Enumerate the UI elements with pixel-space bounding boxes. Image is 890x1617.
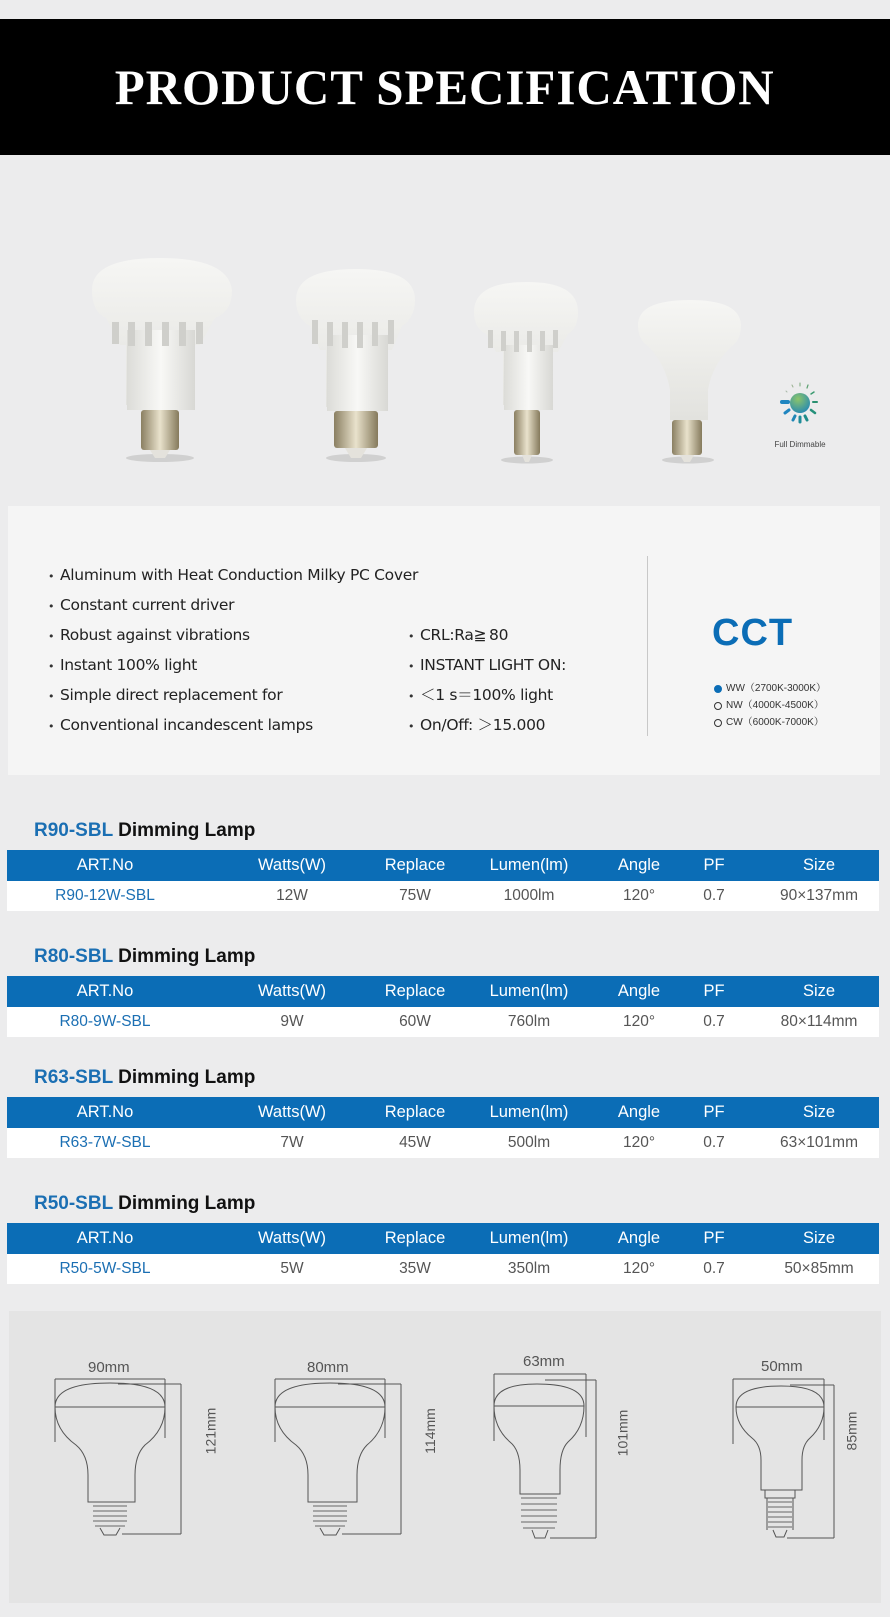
height-label: 114mm [421, 1408, 438, 1454]
feature-list-right [408, 620, 566, 740]
cell: 120° [622, 887, 656, 904]
spec-table [7, 850, 879, 911]
width-label: 90mm [88, 1359, 130, 1376]
drawing-r50 [733, 1379, 834, 1538]
bulb-r63 [474, 282, 578, 464]
feature-item: • Instant 100% light [48, 650, 418, 680]
column-header: Angle [617, 982, 661, 1000]
column-header: Replace [384, 856, 446, 874]
column-header: Angle [617, 1103, 661, 1121]
bulb-r90 [92, 258, 232, 462]
cell: 7W [280, 1134, 304, 1151]
section-title [34, 1067, 255, 1089]
cell: 90×137mm [780, 887, 858, 904]
section-title [34, 1193, 255, 1215]
column-header: Lumen(lm) [489, 1229, 569, 1247]
width-label: 63mm [523, 1353, 565, 1370]
series-suffix: Dimming Lamp [112, 1067, 256, 1088]
spec-table [7, 976, 879, 1037]
height-label: 121mm [202, 1407, 219, 1455]
cct-option-label: WW（2700K-3000K） [726, 683, 827, 694]
column-header: Watts(W) [257, 1103, 327, 1121]
cell: 760lm [507, 1013, 551, 1030]
column-header: Watts(W) [257, 1229, 327, 1247]
column-header: ART.No [76, 1103, 134, 1121]
cell: 63×101mm [780, 1134, 858, 1151]
column-header: Watts(W) [257, 856, 327, 874]
cct-option-cw [714, 714, 826, 731]
table-header [7, 1097, 879, 1128]
cell: 120° [622, 1013, 656, 1030]
cell: R63-7W-SBL [59, 1134, 151, 1151]
table-row [7, 1128, 879, 1158]
cell: 500lm [507, 1134, 551, 1151]
series-code: R50-SBL [34, 1193, 113, 1214]
column-header: Replace [384, 982, 446, 1000]
height-label: 101mm [614, 1409, 631, 1457]
feature-item: • CRL:Ra≧ 80 [408, 620, 566, 650]
feature-item: • Aluminum with Heat Conduction Milky PC Cover [48, 560, 418, 590]
series-suffix: Dimming Lamp [112, 1193, 256, 1214]
column-header: Size [802, 856, 836, 874]
sun-dimmable-icon [768, 377, 832, 433]
drawing-r90 [55, 1379, 181, 1535]
column-header: ART.No [76, 982, 134, 1000]
cell: 5W [280, 1260, 304, 1277]
bulb-r80 [296, 269, 415, 462]
full-dimmable-label: Full Dimmable [774, 440, 826, 449]
column-header: Angle [617, 856, 661, 874]
column-header: PF [703, 1229, 725, 1247]
bulb-r50 [638, 300, 741, 464]
series-code: R80-SBL [34, 946, 113, 967]
cct-option-ww [714, 680, 826, 697]
section-title [34, 946, 255, 968]
cell: 0.7 [703, 1260, 725, 1277]
series-code: R63-SBL [34, 1067, 113, 1088]
cell: R90-12W-SBL [55, 887, 155, 904]
cell: 9W [280, 1013, 304, 1030]
section-title [34, 820, 255, 842]
table-row [7, 1007, 879, 1037]
cell: 45W [399, 1134, 431, 1151]
page-title: PRODUCT SPECIFICATION [115, 59, 775, 115]
divider [647, 556, 648, 736]
column-header: Size [802, 982, 836, 1000]
cell: 0.7 [703, 1134, 725, 1151]
column-header: Lumen(lm) [489, 1103, 569, 1121]
cell: 12W [276, 887, 308, 904]
column-header: Lumen(lm) [489, 982, 569, 1000]
cct-options [714, 680, 826, 731]
table-header [7, 976, 879, 1007]
table-header [7, 850, 879, 881]
feature-item: • Conventional incandescent lamps [48, 710, 418, 740]
feature-list-left [48, 560, 418, 740]
table-row [7, 881, 879, 911]
table-header [7, 1223, 879, 1254]
column-header: ART.No [76, 856, 134, 874]
features-panel [8, 506, 880, 775]
column-header: Watts(W) [257, 982, 327, 1000]
column-header: Replace [384, 1103, 446, 1121]
radio-empty-icon [714, 702, 722, 710]
width-label: 50mm [761, 1358, 803, 1375]
column-header: Size [802, 1229, 836, 1247]
drawing-r63 [494, 1374, 596, 1538]
column-header: Replace [384, 1229, 446, 1247]
cct-title: CCT [712, 612, 794, 654]
cell: 0.7 [703, 1013, 725, 1030]
feature-item: • On/Off: ＞15.000 [408, 710, 566, 740]
series-suffix: Dimming Lamp [112, 946, 256, 967]
cell: 50×85mm [784, 1260, 854, 1277]
table-row [7, 1254, 879, 1284]
cct-option-nw [714, 697, 826, 714]
bulbs-image [0, 155, 890, 490]
cct-option-label: CW（6000K-7000K） [726, 717, 824, 728]
column-header: PF [703, 1103, 725, 1121]
radio-filled-icon [714, 685, 722, 693]
feature-item: • ＜1 s＝100% light [408, 680, 566, 710]
spec-table [7, 1097, 879, 1158]
feature-item: • Simple direct replacement for [48, 680, 418, 710]
cell: 0.7 [703, 887, 725, 904]
page-header [0, 19, 890, 155]
radio-empty-icon [714, 719, 722, 727]
dimension-drawings [9, 1311, 881, 1603]
series-code: R90-SBL [34, 820, 113, 841]
column-header: Size [802, 1103, 836, 1121]
cell: 350lm [507, 1260, 551, 1277]
cell: R50-5W-SBL [59, 1260, 151, 1277]
drawing-r80 [275, 1379, 401, 1535]
cell: 80×114mm [780, 1013, 858, 1030]
column-header: PF [703, 856, 725, 874]
product-photo [0, 155, 890, 490]
column-header: Angle [617, 1229, 661, 1247]
cell: 35W [399, 1260, 431, 1277]
feature-item: • Constant current driver [48, 590, 418, 620]
cell: 60W [399, 1013, 431, 1030]
cell: 120° [622, 1260, 656, 1277]
cell: 120° [622, 1134, 656, 1151]
cct-option-label: NW（4000K-4500K） [726, 700, 824, 711]
height-label: 85mm [843, 1411, 860, 1451]
series-suffix: Dimming Lamp [112, 820, 256, 841]
column-header: PF [703, 982, 725, 1000]
full-dimmable-badge [768, 377, 832, 449]
column-header: ART.No [76, 1229, 134, 1247]
width-label: 80mm [307, 1359, 349, 1376]
cell: 1000lm [503, 887, 555, 904]
spec-table [7, 1223, 879, 1284]
feature-item: • Robust against vibrations [48, 620, 418, 650]
cell: 75W [399, 887, 431, 904]
feature-item: • INSTANT LIGHT ON: [408, 650, 566, 680]
cell: R80-9W-SBL [59, 1013, 151, 1030]
column-header: Lumen(lm) [489, 856, 569, 874]
